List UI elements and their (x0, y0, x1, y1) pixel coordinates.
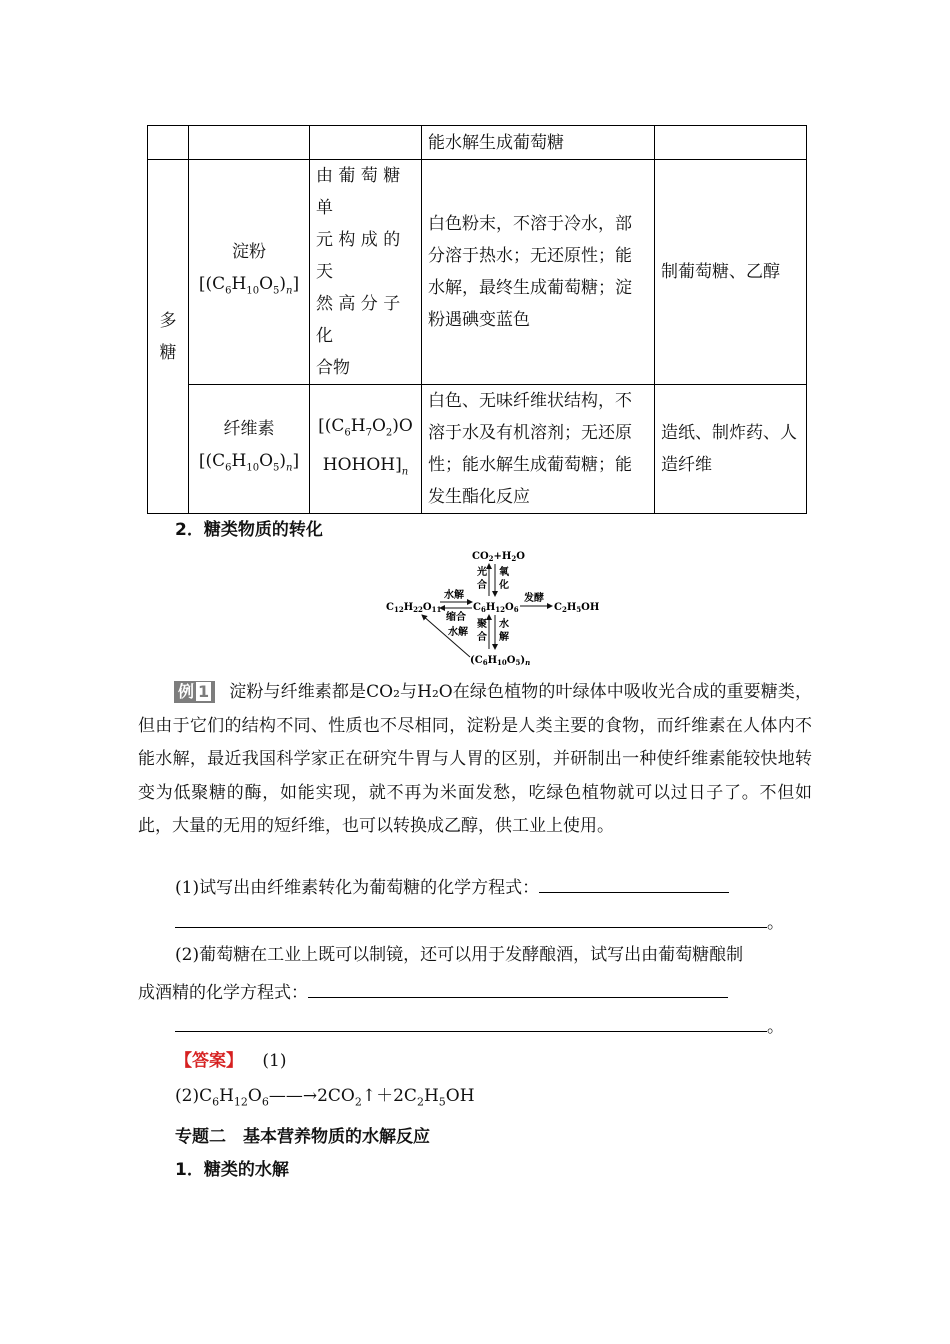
example-text: 淀粉与纤维素都是CO₂与H₂O在绿色植物的叶绿体中吸收光合成的重要糖类，但由于它们的结构不同、性质也不尽相同，淀粉是人类主要的食物，而纤维素在人体内不能水解，最近我国科学家正在研究牛胃与人胃的区别，并研制出一种使纤维素能较快地转变为低聚糖的酶，如能实现，就不再为米面发愁，吃绿色植物就可以过日子了。不但如此，大量的无用的短纤维，也可以转换成乙醇，供工业上使用。 (138, 682, 812, 836)
label-suohe: 缩合 (446, 612, 466, 623)
group-label-char: 多 (159, 310, 177, 331)
label-juhe-2: 合 (477, 632, 487, 643)
label-guanghe-1: 光 (477, 567, 487, 578)
starch-properties: 白色粉末，不溶于冷水，部分溶于热水；无还原性；能水解，最终生成葡萄糖；淀粉遇碘变蓝色 (428, 214, 632, 330)
label-shuijie-right-1: 水 (499, 619, 509, 630)
answer-blank[interactable] (175, 909, 767, 928)
table-cell (148, 126, 189, 160)
starch-name: 淀粉 (232, 242, 266, 263)
starch-structure-line: 化 (316, 326, 333, 346)
table-cell-properties (422, 160, 655, 385)
question-1 (175, 874, 729, 901)
label-yanghua-1: 氧 (499, 567, 509, 578)
table-cell-name (189, 385, 310, 514)
cellulose-formula: $[(C_6H_{10}O_5)_n]$ (198, 451, 300, 474)
answer-blank[interactable] (175, 1013, 767, 1032)
label-guanghe-2: 合 (477, 580, 487, 591)
answer-blank[interactable] (308, 979, 728, 998)
table-cell (310, 126, 422, 160)
starch-structure-line: 然 高 分 子 (316, 294, 401, 314)
label-juhe-1: 聚 (477, 619, 487, 630)
table-row-starch (148, 160, 807, 385)
node-glucose: $C_6H_{12}O_6$ (473, 602, 519, 614)
table-cell (655, 126, 807, 160)
cellulose-properties: 白色、无味纤维状结构，不溶于水及有机溶剂；无还原性；能水解生成葡萄糖；能发生酯化反应 (428, 391, 632, 507)
answer-part-2: $(2)C_6H_{12}O_6——\to 2CO_2↑+2C_2H_5OH$ (175, 1086, 475, 1109)
cellulose-structure-1: [$(C_6H_7O_2)O$ (318, 415, 413, 438)
table-cell-properties (422, 385, 655, 514)
table-row-cellulose (148, 385, 807, 514)
starch-structure-line: 天 (316, 262, 333, 282)
starch-structure (316, 160, 415, 384)
example-badge: 例 1 (174, 681, 215, 703)
node-maltose: $C_{12}H_{22}O_{11}$ (386, 602, 442, 614)
topic-heading: 专题二 基本营养物质的水解反应 (175, 1127, 430, 1147)
node-polysaccharide: $(C_6H_{10}O_5)_n$ (470, 655, 531, 667)
starch-structure-line: 元 构 成 的 (316, 230, 401, 250)
group-label-char: 糖 (159, 342, 177, 363)
sugar-properties-table (147, 125, 807, 514)
cellulose-name: 纤维素 (223, 419, 275, 440)
question-2-line-1: (2)葡萄糖在工业上既可以制镜，还可以用于发酵酿酒，试写出由葡萄糖酿制 (175, 945, 744, 965)
section-heading: 2．糖类物质的转化 (175, 520, 323, 540)
table-row (148, 126, 807, 160)
label-shuijie-diag: 水解 (448, 627, 468, 638)
table-cell (189, 126, 310, 160)
period: 。 (767, 913, 784, 933)
cellulose-structure-2: $HOHOH]_n$ (322, 455, 409, 478)
node-co2-h2o: $CO_2+H_2O$ (472, 551, 525, 563)
question-2-line-2 (138, 979, 728, 1006)
table-cell-name (189, 160, 310, 385)
starch-structure-line: 单 (316, 198, 333, 218)
table-cell-group (148, 160, 189, 514)
starch-structure-line: 由 葡 萄 糖 (316, 166, 401, 186)
cellulose-uses: 造纸、制炸药、人造纤维 (661, 423, 797, 475)
example-paragraph (138, 676, 812, 844)
answer-blank[interactable] (539, 874, 729, 893)
group-label (154, 305, 182, 369)
table-cell-structure (310, 160, 422, 385)
starch-formula: $[(C_6H_{10}O_5)_n]$ (198, 274, 300, 297)
question-2-text: 成酒精的化学方程式： (138, 983, 308, 1003)
table-cell-structure (310, 385, 422, 514)
label-yanghua-2: 化 (499, 580, 509, 591)
table-cell-uses (655, 385, 807, 514)
table-cell-properties: 能水解生成葡萄糖 (422, 126, 655, 160)
sugar-conversion-diagram (380, 545, 610, 670)
label-shuijie-right-2: 解 (499, 632, 509, 643)
question-1-text: (1)试写出由纤维素转化为葡萄糖的化学方程式： (175, 878, 540, 898)
answer-row (175, 1048, 287, 1074)
answer-line (175, 1013, 784, 1040)
starch-structure-line: 合物 (316, 358, 350, 378)
answer-line (175, 909, 784, 936)
sub-heading: 1．糖类的水解 (175, 1160, 289, 1180)
answer-part-1: (1) (262, 1051, 287, 1071)
starch-uses: 制葡萄糖、乙醇 (661, 262, 780, 282)
period: 。 (767, 1017, 784, 1037)
label-fajiao: 发酵 (524, 593, 544, 604)
label-shuijie-top: 水解 (444, 590, 464, 601)
answer-label: 【答案】 (175, 1051, 243, 1071)
node-ethanol: $C_2H_5OH$ (554, 602, 600, 614)
table-cell-uses (655, 160, 807, 385)
